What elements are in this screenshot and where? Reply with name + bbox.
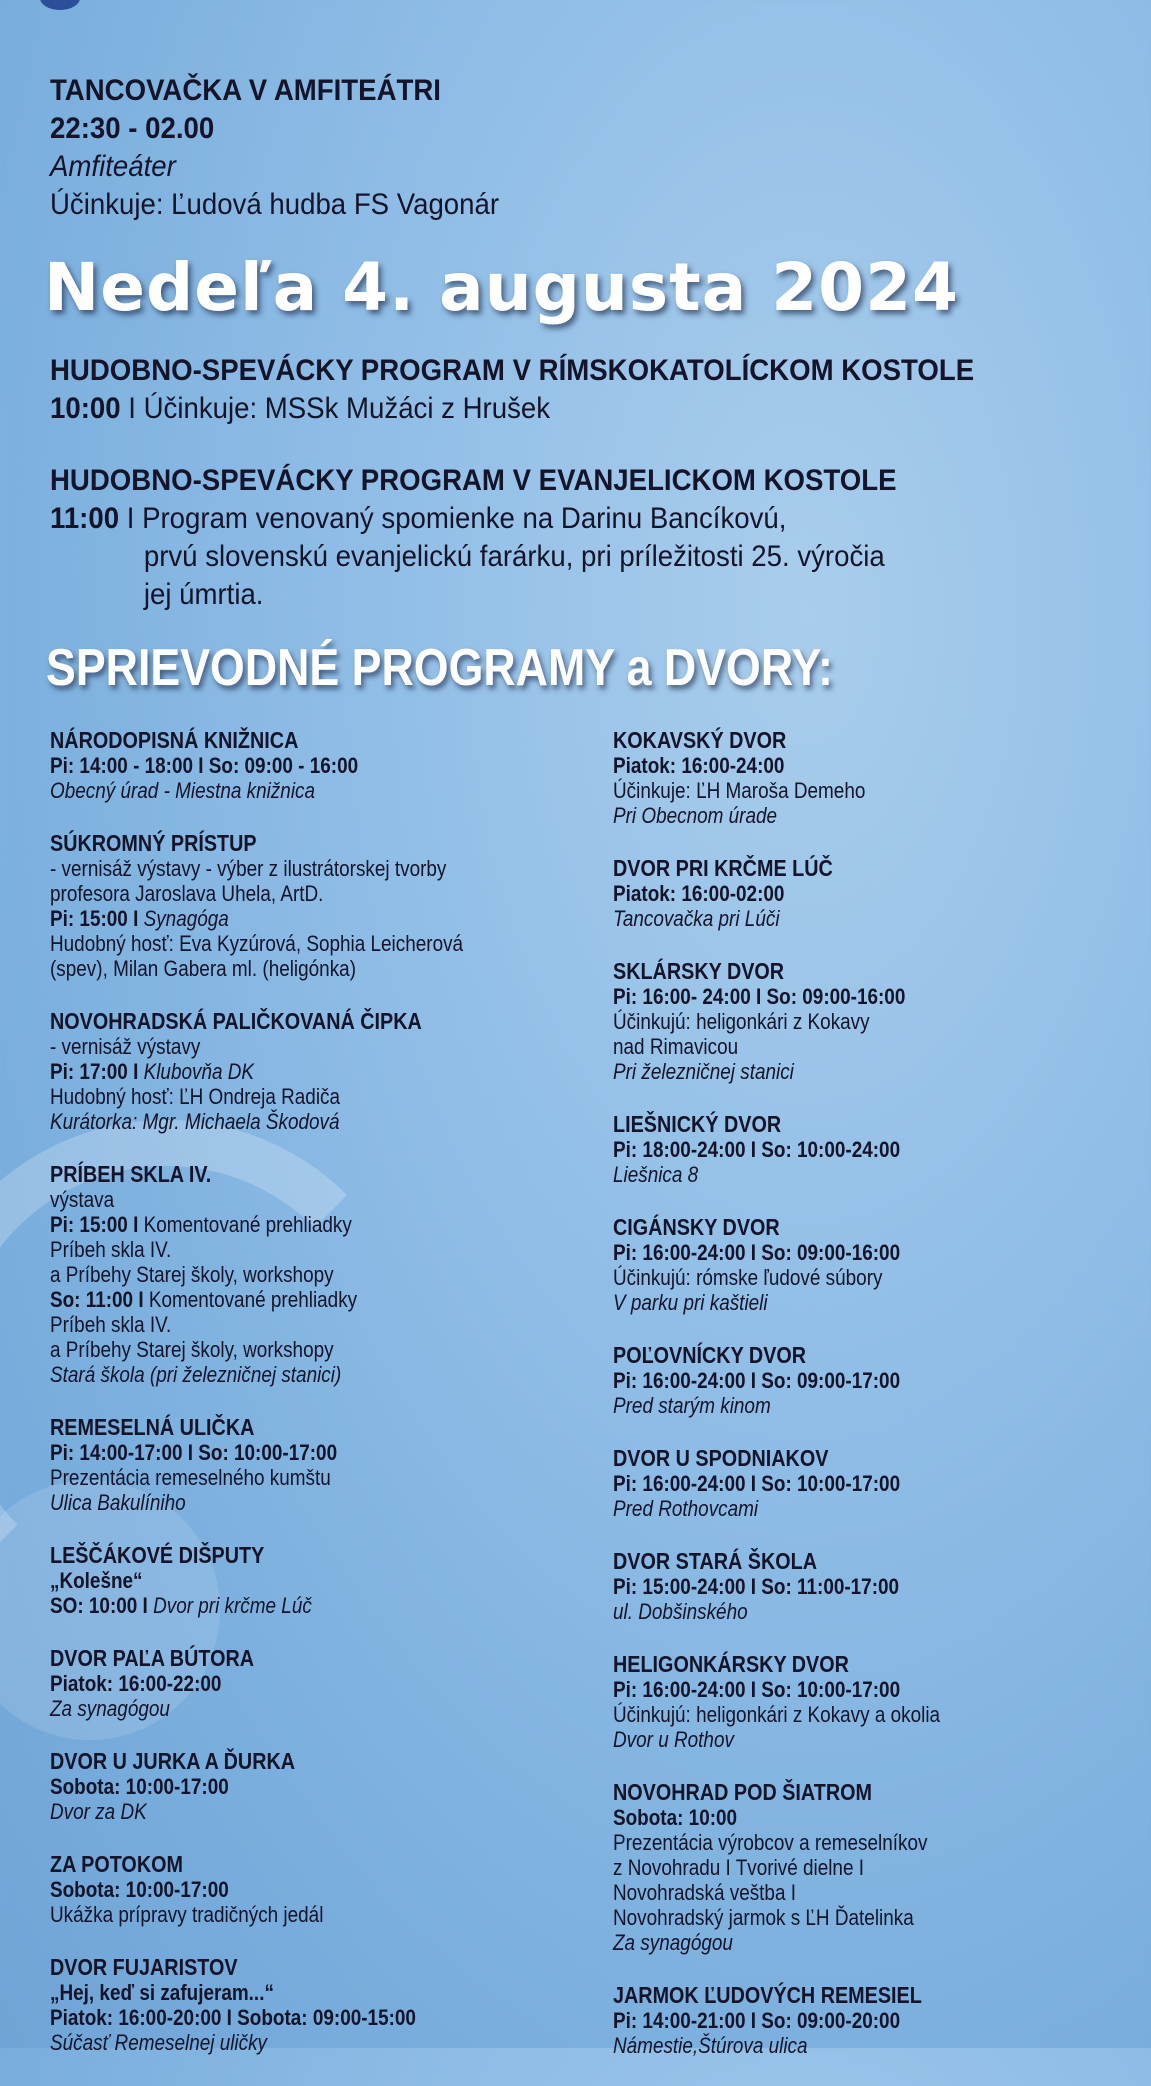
program-item — [613, 1112, 1146, 1187]
program-title: SKLÁRSKY DVOR — [613, 958, 785, 984]
top-event-performer: Účinkuje: Ľudová hudba FS Vagonár — [50, 188, 500, 221]
program-line: Za synagógou — [50, 1696, 170, 1721]
program-item — [613, 856, 1146, 931]
program-line: Dvor za DK — [50, 1799, 147, 1824]
program-line: Pi: 16:00- 24:00 I So: 09:00-16:00 — [613, 984, 906, 1009]
program-line: Novohradská veštba I — [613, 1880, 796, 1905]
program-line: Novohradský jarmok s ĽH Ďatelinka — [613, 1905, 914, 1930]
program-item — [50, 1852, 583, 1927]
program-item — [50, 831, 583, 981]
program-line: Obecný úrad - Miestna knižnica — [50, 778, 316, 803]
program-item — [613, 728, 1146, 828]
program-item — [50, 1646, 583, 1721]
program-title: NOVOHRADSKÁ PALIČKOVANÁ ČIPKA — [50, 1008, 422, 1034]
program-title: KOKAVSKÝ DVOR — [613, 727, 787, 753]
program-item — [613, 959, 1146, 1084]
program-item — [50, 728, 583, 803]
sunday-event-line: 10:00 I Účinkuje: MSSk Mužáci z Hrušek — [50, 392, 551, 425]
program-title: DVOR FUJARISTOV — [50, 1954, 238, 1980]
program-line: Tancovačka pri Lúči — [613, 906, 780, 931]
program-title: HELIGONKÁRSKY DVOR — [613, 1651, 849, 1677]
program-line: profesora Jaroslava Uhela, ArtD. — [50, 881, 324, 906]
program-line: Pred Rothovcami — [613, 1496, 759, 1521]
program-line: „Kolešne“ — [50, 1568, 143, 1593]
program-line: Námestie,Štúrova ulica — [613, 2033, 808, 2058]
program-line: Pi: 17:00 I Klubovňa DK — [50, 1059, 255, 1084]
program-line: Pi: 16:00-24:00 I So: 09:00-16:00 — [613, 1240, 901, 1265]
program-line: Ulica Bakulíniho — [50, 1490, 186, 1515]
program-line: ul. Dobšinského — [613, 1599, 748, 1624]
program-title: LIEŠNICKÝ DVOR — [613, 1111, 782, 1137]
program-line: (spev), Milan Gabera ml. (heligónka) — [50, 956, 356, 981]
top-event-title: TANCOVAČKA V AMFITEÁTRI — [50, 74, 441, 107]
program-title: LEŠČÁKOVÉ DIŠPUTY — [50, 1542, 265, 1568]
program-line: Účinkujú: heligonkári z Kokavy — [613, 1009, 870, 1034]
section-heading: SPRIEVODNÉ PROGRAMY a DVORY: — [46, 639, 833, 697]
program-line: „Hej, keď si zafujeram...“ — [50, 1980, 274, 2005]
program-line: - vernisáž výstavy — [50, 1034, 201, 1059]
program-line: Kurátorka: Mgr. Michaela Škodová — [50, 1109, 340, 1134]
program-line: z Novohradu I Tvorivé dielne I — [613, 1855, 864, 1880]
sunday-event-line: 11:00 I Program venovaný spomienke na Darinu Bancíkovú, — [50, 502, 787, 535]
program-line: Pi: 16:00-24:00 I So: 09:00-17:00 — [613, 1368, 901, 1393]
program-title: DVOR PAĽA BÚTORA — [50, 1645, 255, 1671]
program-line: Pi: 15:00 I Synagóga — [50, 906, 229, 931]
top-event-time: 22:30 - 02.00 — [50, 112, 215, 145]
top-logo-fragment — [40, 0, 80, 10]
program-title: PRÍBEH SKLA IV. — [50, 1161, 212, 1187]
program-line: nad Rimavicou — [613, 1034, 739, 1059]
program-line: Stará škola (pri železničnej stanici) — [50, 1362, 342, 1387]
program-line: Za synagógou — [613, 1930, 733, 1955]
program-line: Piatok: 16:00-02:00 — [613, 881, 785, 906]
program-line: Pri železničnej stanici — [613, 1059, 794, 1084]
program-line: Pred starým kinom — [613, 1393, 771, 1418]
top-event-place: Amfiteáter — [50, 150, 176, 183]
program-title: ZA POTOKOM — [50, 1851, 183, 1877]
program-line: Ukážka prípravy tradičných jedál — [50, 1902, 324, 1927]
program-title: JARMOK ĽUDOVÝCH REMESIEL — [613, 1982, 922, 2008]
program-line: a Príbehy Starej školy, workshopy — [50, 1337, 334, 1362]
program-title: CIGÁNSKY DVOR — [613, 1214, 780, 1240]
program-item — [613, 1780, 1146, 1955]
program-line: Piatok: 16:00-24:00 — [613, 753, 785, 778]
left-column — [50, 728, 590, 2083]
program-title: DVOR PRI KRČME LÚČ — [613, 855, 833, 881]
program-line: výstava — [50, 1187, 115, 1212]
program-line: Sobota: 10:00-17:00 — [50, 1774, 229, 1799]
program-line: SO: 10:00 I Dvor pri krčme Lúč — [50, 1593, 312, 1618]
program-item — [613, 1983, 1146, 2058]
program-title: REMESELNÁ ULIČKA — [50, 1414, 255, 1440]
program-title: POĽOVNÍCKY DVOR — [613, 1342, 807, 1368]
program-line: Pi: 16:00-24:00 I So: 10:00-17:00 — [613, 1677, 901, 1702]
program-title: SÚKROMNÝ PRÍSTUP — [50, 830, 257, 856]
sunday-event-title: HUDOBNO-SPEVÁCKY PROGRAM V EVANJELICKOM KOSTOLE — [50, 464, 897, 497]
program-item — [50, 1955, 583, 2055]
program-line: Pi: 14:00 - 18:00 I So: 09:00 - 16:00 — [50, 753, 359, 778]
program-line: Účinkujú: rómske ľudové súbory — [613, 1265, 883, 1290]
program-line: Piatok: 16:00-22:00 — [50, 1671, 222, 1696]
program-item — [50, 1415, 583, 1515]
program-line: a Príbehy Starej školy, workshopy — [50, 1262, 334, 1287]
top-event — [50, 72, 1110, 224]
program-item — [50, 1543, 583, 1618]
program-line: Pi: 14:00-21:00 I So: 09:00-20:00 — [613, 2008, 901, 2033]
program-line: Príbeh skla IV. — [50, 1237, 172, 1262]
program-line: Pi: 14:00-17:00 I So: 10:00-17:00 — [50, 1440, 338, 1465]
right-column — [613, 728, 1151, 2086]
program-line: Dvor u Rothov — [613, 1727, 734, 1752]
program-line: Pri Obecnom úrade — [613, 803, 778, 828]
program-line: Súčasť Remeselnej uličky — [50, 2030, 268, 2055]
program-line: Prezentácia remeselného kumštu — [50, 1465, 331, 1490]
program-line: Pi: 15:00 I Komentované prehliadky — [50, 1212, 352, 1237]
program-line: V parku pri kaštieli — [613, 1290, 768, 1315]
program-line: Liešnica 8 — [613, 1162, 699, 1187]
program-title: DVOR U JURKA A ĎURKA — [50, 1748, 296, 1774]
program-item — [613, 1446, 1146, 1521]
program-line: Sobota: 10:00 — [613, 1805, 738, 1830]
program-line: Prezentácia výrobcov a remeselníkov — [613, 1830, 928, 1855]
program-title: NOVOHRAD POD ŠIATROM — [613, 1779, 872, 1805]
day-heading: Nedeľa 4. augusta 2024 — [44, 249, 959, 326]
program-item — [613, 1343, 1146, 1418]
program-line: Sobota: 10:00-17:00 — [50, 1877, 229, 1902]
program-line: Hudobný hosť: ĽH Ondreja Radiča — [50, 1084, 341, 1109]
program-item — [50, 1749, 583, 1824]
program-item — [613, 1215, 1146, 1315]
sunday-event-title: HUDOBNO-SPEVÁCKY PROGRAM V RÍMSKOKATOLÍCKOM KOSTOLE — [50, 354, 975, 387]
program-item — [50, 1162, 583, 1387]
program-line: Účinkujú: heligonkári z Kokavy a okolia — [613, 1702, 941, 1727]
program-line: Príbeh skla IV. — [50, 1312, 172, 1337]
sunday-event-1 — [50, 352, 1110, 428]
program-line: Piatok: 16:00-20:00 I Sobota: 09:00-15:00 — [50, 2005, 416, 2030]
program-item — [613, 1652, 1146, 1752]
program-line: Pi: 18:00-24:00 I So: 10:00-24:00 — [613, 1137, 901, 1162]
program-line: Pi: 15:00-24:00 I So: 11:00-17:00 — [613, 1574, 900, 1599]
sunday-event-2 — [50, 462, 1110, 614]
program-title: DVOR U SPODNIAKOV — [613, 1445, 829, 1471]
sunday-event-line: prvú slovenskú evanjelickú farárku, pri príležitosti 25. výročia — [143, 540, 885, 573]
program-line: - vernisáž výstavy - výber z ilustrátorskej tvorby — [50, 856, 447, 881]
program-line: Pi: 16:00-24:00 I So: 10:00-17:00 — [613, 1471, 901, 1496]
sunday-event-line: jej úmrtia. — [143, 578, 264, 611]
program-item — [50, 1009, 583, 1134]
program-title: DVOR STARÁ ŠKOLA — [613, 1548, 818, 1574]
program-line: Hudobný hosť: Eva Kyzúrová, Sophia Leicherová — [50, 931, 464, 956]
program-line: So: 11:00 I Komentované prehliadky — [50, 1287, 358, 1312]
program-title: NÁRODOPISNÁ KNIŽNICA — [50, 727, 299, 753]
program-item — [613, 1549, 1146, 1624]
program-line: Účinkuje: ĽH Maroša Demeho — [613, 778, 866, 803]
